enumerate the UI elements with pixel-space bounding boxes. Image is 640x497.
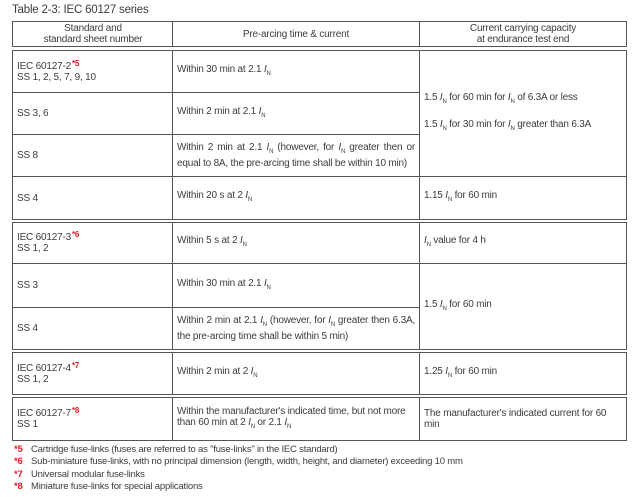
group-iec-60127-3: IEC 60127-3$^{*6}$ SS 1, 2 Within 5 s at 2 $I_N$ $I_N$ value for 4 h SS 3 Within 30 min at 2.1 $I_N$ SS 4 Within 2 min at 2.1 $I_N$ (however, for $I_N$ greater then 6.3A, the pre-arcing time shall be within 5 min) 1.5 $I_N$ for 60 min xyxy=(12,222,627,350)
rated-current-symbol: $I_N$ xyxy=(445,190,452,203)
group-iec-60127-2 xyxy=(12,50,627,220)
rated-current-symbol: $I_N$ xyxy=(266,142,274,155)
capacity-cell: 1.15 $I_N$ for 60 min xyxy=(424,190,498,203)
footnote-item: *7 Universal modular fuse-links xyxy=(14,468,145,480)
footnote-marker: *7 xyxy=(71,360,80,370)
rated-current-symbol: $I_N$ xyxy=(245,190,253,203)
rated-current-symbol: $I_N$ xyxy=(338,142,346,155)
rated-current-symbol: $I_N$ xyxy=(328,315,335,328)
group-iec-60127-7: IEC 60127-7$^{*8}$ SS 1 Within the manufacturer's indicated time, but not more than 60 min at 2 $I_N$ or 2.1 $I_N$ The manufacturer's indicated current for 60 min xyxy=(12,397,627,441)
footnote-marker: *8 xyxy=(71,406,80,415)
rated-current-symbol: $I_N$ xyxy=(250,365,258,379)
sheet-cell: SS 3, 6 xyxy=(17,108,49,119)
table-title: Table 2-3: IEC 60127 series xyxy=(12,4,149,16)
sheet-cell: SS 4 xyxy=(17,323,38,334)
footnote-marker: *5 xyxy=(71,58,80,68)
rated-current-symbol: $I_N$ xyxy=(507,119,515,132)
rated-current-symbol: $I_N$ xyxy=(445,365,452,379)
footnote-item: *5 Cartridge fuse-links (fuses are referred to as "fuse-links" in the IEC standard) xyxy=(14,444,338,455)
sheet-cell: SS 4 xyxy=(17,192,38,204)
rated-current-symbol: $I_N$ xyxy=(258,105,266,119)
footnote-marker: *6 xyxy=(71,230,80,239)
rated-current-symbol: $I_N$ xyxy=(507,92,515,105)
pre-arcing-cell: Within 30 min at 2.1 $I_N$ xyxy=(177,277,271,291)
rated-current-symbol: $I_N$ xyxy=(248,416,255,430)
group-iec-60127-4: IEC 60127-4$^{*7}$ SS 1, 2 Within 2 min at 2 $I_N$ 1.25 $I_N$ for 60 min xyxy=(12,352,627,395)
rated-current-symbol: $I_N$ xyxy=(263,277,271,291)
rated-current-symbol: $I_N$ xyxy=(263,63,271,77)
capacity-cell: 1.25 $I_N$ for 60 min xyxy=(424,365,498,379)
capacity-cell: 1.5 $I_N$ for 60 min for $I_N$ of 6.3A or less xyxy=(424,92,578,105)
sheet-cell: SS 3 xyxy=(17,280,38,291)
capacity-cell: $I_N$ value for 4 h xyxy=(424,235,486,248)
pre-arcing-cell: Within 2 min at 2.1 $I_N$ (however, for $I_N$ greater then or equal to 8A, the pre-arcing time shall be within 10 min) xyxy=(177,142,415,169)
header-pre-arcing: Pre-arcing time & current xyxy=(242,28,350,40)
pre-arcing-cell: Within 2 min at 2.1 $I_N$ (however, for $I_N$ greater then 6.3A, the pre-arcing time shall be within 5 min) xyxy=(177,315,415,342)
pre-arcing-cell: Within 5 s at 2 $I_N$ xyxy=(177,235,247,248)
header-standard: Standard and standard sheet number xyxy=(43,23,143,45)
pre-arcing-cell: Within 20 s at 2 $I_N$ xyxy=(177,190,253,203)
rated-current-symbol: $I_N$ xyxy=(260,315,267,328)
footnote-item: *8 Miniature fuse-links for special applications xyxy=(14,481,203,493)
sheet-cell: SS 8 xyxy=(17,150,38,161)
rated-current-symbol: $I_N$ xyxy=(239,235,247,248)
rated-current-symbol: $I_N$ xyxy=(439,92,447,105)
rated-current-symbol: $I_N$ xyxy=(439,298,447,312)
pre-arcing-cell: Within 2 min at 2 $I_N$ xyxy=(177,365,258,379)
capacity-cell: 1.5 $I_N$ for 60 min xyxy=(424,298,492,312)
pre-arcing-cell: Within 30 min at 2.1 $I_N$ xyxy=(177,63,271,77)
rated-current-symbol: $I_N$ xyxy=(424,235,431,248)
header-capacity: Current carrying capacity at endurance test end xyxy=(469,23,577,45)
table-header xyxy=(12,21,627,47)
capacity-cell: The manufacturer's indicated current for 60 min xyxy=(424,408,607,430)
footnote-item: *6 Sub-miniature fuse-links, with no principal dimension (length, width, height, and diameter) exceeding 10 mm xyxy=(14,456,463,468)
pre-arcing-cell: Within the manufacturer's indicated time, but not more than 60 min at 2 $I_N$ or 2.1 $I_N$ xyxy=(177,405,406,430)
rated-current-symbol: $I_N$ xyxy=(439,119,447,132)
rated-current-symbol: $I_N$ xyxy=(284,416,292,430)
pre-arcing-cell: Within 2 min at 2.1 $I_N$ xyxy=(177,105,266,119)
footnotes xyxy=(14,444,463,494)
capacity-cell: 1.5 $I_N$ for 30 min for $I_N$ greater than 6.3A xyxy=(424,119,592,132)
table-row: IEC 60127-2$^{*5}$ SS 1, 2, 5, 7, 9, 10 xyxy=(17,58,96,83)
